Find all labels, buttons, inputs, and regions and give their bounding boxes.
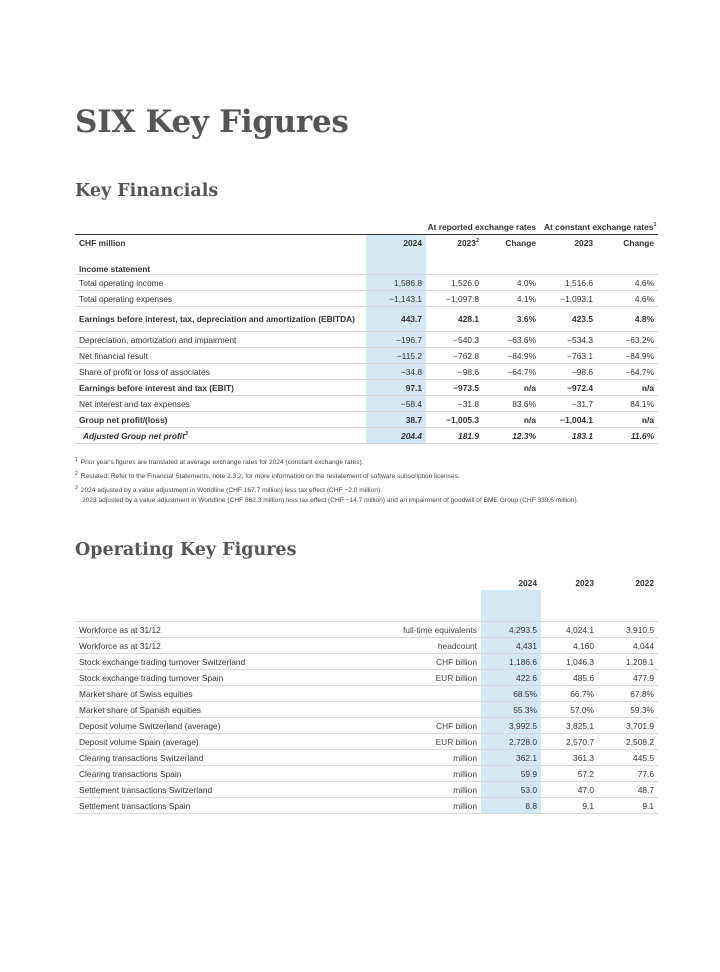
table-cell: 4.6% [597,291,658,307]
row-label: Stock exchange trading turnover Spain [75,670,325,686]
table-cell: 361.3 [541,750,598,766]
key-financials-table [75,219,658,444]
table-row [75,654,658,670]
table-cell: 59.9 [481,766,541,782]
table-cell: 3,992.5 [481,718,541,734]
table-cell: 4.6% [597,275,658,291]
table-cell: 3,910.5 [598,622,658,638]
table-cell: −1,005.3 [426,412,483,428]
table-cell: 1,586.8 [366,275,426,291]
table-cell: n/a [597,380,658,396]
table-row [75,275,658,291]
col-header: 2023 [575,577,594,588]
reported-rates-header: At reported exchange rates [427,221,537,232]
table-cell: 2,570.7 [541,734,598,750]
table-cell: −58.4 [366,396,426,412]
row-unit: CHF billion [325,718,481,734]
col-header: Change [483,235,540,251]
col-header: 2024 [518,577,537,588]
row-label: Settlement transactions Spain [75,798,325,814]
table-cell: 77.6 [598,766,658,782]
table-row [75,396,658,412]
row-unit: headcount [325,638,481,654]
table-cell: 428.1 [426,307,483,332]
table-row [75,798,658,814]
table-cell: −98.6 [540,364,597,380]
row-unit: million [325,750,481,766]
row-label: Deposit volume Switzerland (average) [75,718,325,734]
table-cell: −972.4 [540,380,597,396]
table-cell: 9.1 [541,798,598,814]
row-unit: million [325,798,481,814]
row-unit: EUR billion [325,734,481,750]
table-cell: −63.6% [483,332,540,348]
table-row [75,307,658,332]
table-row [75,332,658,348]
row-unit [325,686,481,702]
table-cell: 12.3% [483,428,540,444]
table-cell: 47.0 [541,782,598,798]
section-label: Income statement [75,264,366,275]
table-cell: −762.8 [426,348,483,364]
table-cell: 1,186.6 [481,654,541,670]
table-cell: 48.7 [598,782,658,798]
table-cell: 204.4 [366,428,426,444]
table-cell: 4,160 [541,638,598,654]
table-cell: −115.2 [366,348,426,364]
table-cell: −540.3 [426,332,483,348]
table-row [75,766,658,782]
table-cell: 53.0 [481,782,541,798]
table-cell: −1,093.1 [540,291,597,307]
table-cell: −34.8 [366,364,426,380]
table-cell: 68.5% [481,686,541,702]
table-cell: −84.9% [483,348,540,364]
table-cell: 4,044 [598,638,658,654]
table-cell: 443.7 [366,307,426,332]
footnote: $^2$ Restated: Refer to the Financial Statements, note 2.3.2, for more information on the restatement of software subscription licenses. [75,471,460,481]
table-cell: 57.0% [541,702,598,718]
row-label: Net financial result [75,348,366,364]
table-cell: 11.6% [597,428,658,444]
row-unit: EUR billion [325,670,481,686]
unit-label: CHF million [75,235,366,251]
row-label: Total operating income [75,275,366,291]
table-row [75,718,658,734]
table-row [75,686,658,702]
table-cell: 183.1 [540,428,597,444]
table-cell: −64.7% [483,364,540,380]
table-cell: 3,701.9 [598,718,658,734]
table-cell: 1,516.6 [540,275,597,291]
row-unit: full-time equivalents [325,622,481,638]
table-row [75,364,658,380]
row-label: Stock exchange trading turnover Switzerland [75,654,325,670]
row-label: Earnings before interest, tax, depreciation and amortization (EBITDA) [75,307,366,332]
table-cell: 59.3% [598,702,658,718]
footnotes [75,456,675,508]
table-cell: 57.2 [541,766,598,782]
table-cell: 83.6% [483,396,540,412]
table-cell: 38.7 [366,412,426,428]
table-cell: 4,431 [481,638,541,654]
row-label: Group net profit/(loss) [75,412,366,428]
row-label: Share of profit or loss of associates [75,364,366,380]
table-cell: 55.3% [481,702,541,718]
row-unit: million [325,782,481,798]
table-row [75,702,658,718]
table-cell: −31.8 [426,396,483,412]
table-cell: −31.7 [540,396,597,412]
col-header: 2023 [540,235,597,251]
row-unit [325,702,481,718]
table-cell: 1,208.1 [598,654,658,670]
col-header: Change [597,235,658,251]
table-cell: 1,046.3 [541,654,598,670]
table-cell: −1,004.1 [540,412,597,428]
table-cell: 423.5 [540,307,597,332]
table-row [75,428,658,444]
table-cell: 445.5 [598,750,658,766]
row-label: Adjusted Group net profit$^3$ [75,428,366,444]
row-label: Earnings before interest and tax (EBIT) [75,380,366,396]
row-label: Settlement transactions Switzerland [75,782,325,798]
table-cell: 362.1 [481,750,541,766]
table-row [75,638,658,654]
table-cell: 485.6 [541,670,598,686]
table-cell: 4,293.5 [481,622,541,638]
table-cell: −84.9% [597,348,658,364]
key-financials-heading: Key Financials [75,181,219,201]
table-cell: −64.7% [597,364,658,380]
section-row [75,264,658,275]
table-row [75,622,658,638]
constant-rates-header: At constant exchange rates$^1$ [544,221,657,232]
table-row [75,734,658,750]
row-unit: CHF billion [325,654,481,670]
table-row [75,348,658,364]
table-cell: −534.3 [540,332,597,348]
table-cell: n/a [597,412,658,428]
table-cell: −763.1 [540,348,597,364]
table-row [75,412,658,428]
table-row [75,380,658,396]
table-cell: n/a [483,412,540,428]
table-cell: −63.2% [597,332,658,348]
table-cell: 97.1 [366,380,426,396]
table-cell: 2,728.0 [481,734,541,750]
table-cell: 2,508.2 [598,734,658,750]
table-cell: 84.1% [597,396,658,412]
row-label: Market share of Spanish equities [75,702,325,718]
table-cell: 477.9 [598,670,658,686]
footnote-ref: 3 [184,430,188,437]
col-header: 2022 [635,577,654,588]
col-header: 2023$^2$ [426,235,483,251]
operating-key-figures-table [75,575,658,814]
table-cell: 4.0% [483,275,540,291]
table-cell: 67.8% [598,686,658,702]
row-label: Total operating expenses [75,291,366,307]
row-label: Clearing transactions Switzerland [75,750,325,766]
col-header: 2024 [366,235,426,251]
table-cell: −973.5 [426,380,483,396]
table-cell: 3,825.1 [541,718,598,734]
table-cell: −196.7 [366,332,426,348]
row-label: Market share of Swiss equities [75,686,325,702]
row-unit: million [325,766,481,782]
table-cell: 181.9 [426,428,483,444]
table-cell: −98.6 [426,364,483,380]
table-cell: 9.1 [598,798,658,814]
row-label: Deposit volume Spain (average) [75,734,325,750]
table-cell: 4.8% [597,307,658,332]
row-label: Workforce as at 31/12 [75,622,325,638]
footnote: $^1$ Prior year's figures are translated at average exchange rates for 2024 (constant exchange rates). [75,457,364,467]
table-row [75,670,658,686]
table-cell: 422.6 [481,670,541,686]
table-cell: n/a [483,380,540,396]
page-title: SIX Key Figures [75,104,349,140]
table-cell: 4,024.1 [541,622,598,638]
row-label: Net interest and tax expenses [75,396,366,412]
table-cell: 4.1% [483,291,540,307]
row-label: Depreciation, amortization and impairment [75,332,366,348]
table-cell: 1,526.0 [426,275,483,291]
table-row [75,782,658,798]
table-cell: −1,097.8 [426,291,483,307]
row-label: Clearing transactions Spain [75,766,325,782]
operating-key-figures-heading: Operating Key Figures [75,540,297,560]
table-cell: 3.6% [483,307,540,332]
footnote: $^3$ 2024 adjusted by a value adjustment in Worldline (CHF 167.7 million) less tax effect (CHF −2.0 million). 2023 adjusted by a value adjustment in Worldline (CHF 862.3 million) less tax effect (CHF −14.7 million) and an impairment of goodwill of BME Group (CHF 339.6 million). [75,485,579,504]
table-row [75,750,658,766]
row-label: Workforce as at 31/12 [75,638,325,654]
table-cell: 8.8 [481,798,541,814]
table-cell: 66.7% [541,686,598,702]
table-row [75,291,658,307]
table-cell: −1,143.1 [366,291,426,307]
